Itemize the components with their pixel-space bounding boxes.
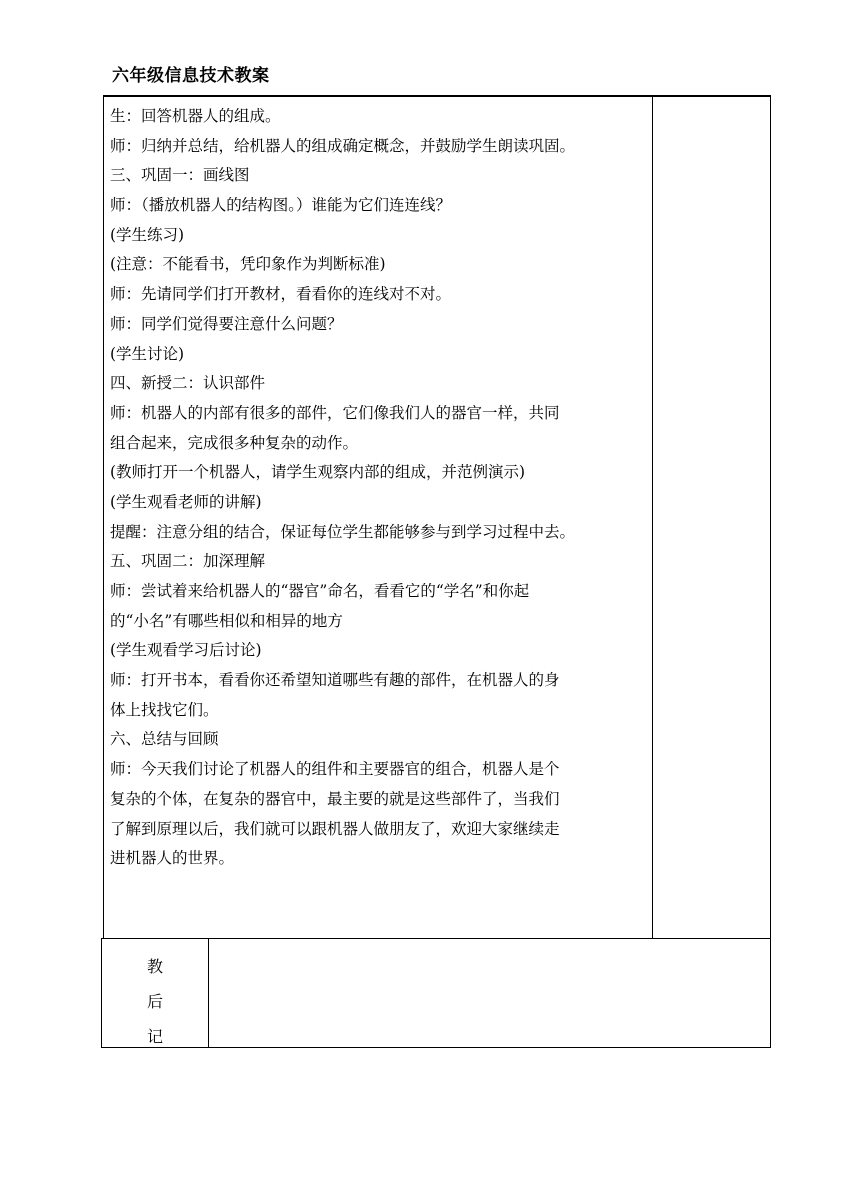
text-line: (学生讨论) (110, 344, 185, 363)
text-line: 复杂的个体，在复杂的器官中，最主要的就是这些部件了，当我们 (110, 789, 560, 808)
text-line: 师：同学们觉得要注意什么问题？ (110, 314, 343, 333)
text-line: 的“小名”有哪些相似和相异的地方 (110, 611, 343, 630)
text-line: 师：今天我们讨论了机器人的组件和主要器官的组合，机器人是个 (110, 760, 560, 779)
text-line: 生：回答机器人的组成。 (110, 107, 281, 125)
reflection-label (102, 949, 208, 1054)
text-line: 师：尝试着来给机器人的“器官”命名，看看它的“学名”和你起 (110, 582, 530, 600)
text-line: 师：归纳并总结，给机器人的组成确定概念，并鼓励学生朗读巩固。 (110, 136, 576, 155)
reflection-label-cell (101, 939, 209, 1048)
reflection-label-char: 记 (146, 1027, 163, 1046)
text-line: 提醒：注意分组的结合，保证每位学生都能够参与到学习过程中去。 (110, 522, 576, 541)
text-line: (学生观看学习后讨论) (110, 641, 262, 660)
text-line: 进机器人的世界。 (110, 849, 235, 868)
text-line: 师：（播放机器人的结构图。）谁能为它们连连线？ (110, 196, 452, 215)
section-heading: 六、总结与回顾 (110, 730, 219, 749)
reflection-content-cell (208, 939, 771, 1048)
section-heading: 五、巩固二：加深理解 (110, 552, 266, 571)
text-line: 体上找找它们。 (110, 700, 219, 719)
text-line: 了解到原理以后，我们就可以跟机器人做朋友了，欢迎大家继续走 (110, 819, 560, 838)
text-line: (学生练习) (110, 225, 185, 244)
text-line: (教师打开一个机器人，请学生观察内部的组成，并范例演示) (110, 463, 526, 482)
notes-column-cell (652, 97, 771, 939)
section-heading: 四、新授二：认识部件 (110, 374, 266, 393)
lesson-text (110, 102, 650, 874)
reflection-label-char: 后 (146, 992, 163, 1011)
reflection-label-char: 教 (146, 957, 163, 976)
text-line: 组合起来，完成很多种复杂的动作。 (110, 433, 359, 452)
section-heading: 三、巩固一：画线图 (110, 166, 250, 185)
text-line: 师：机器人的内部有很多的部件，它们像我们人的器官一样，共同 (110, 403, 560, 422)
text-line: 师：先请同学们打开教材，看看你的连线对不对。 (110, 285, 452, 304)
document-title: 六年级信息技术教案 (112, 66, 270, 86)
text-line: (注意：不能看书，凭印象作为判断标准) (110, 255, 386, 274)
text-line: (学生观看老师的讲解) (110, 492, 262, 511)
text-line: 师：打开书本，看看你还希望知道哪些有趣的部件，在机器人的身 (110, 671, 560, 690)
